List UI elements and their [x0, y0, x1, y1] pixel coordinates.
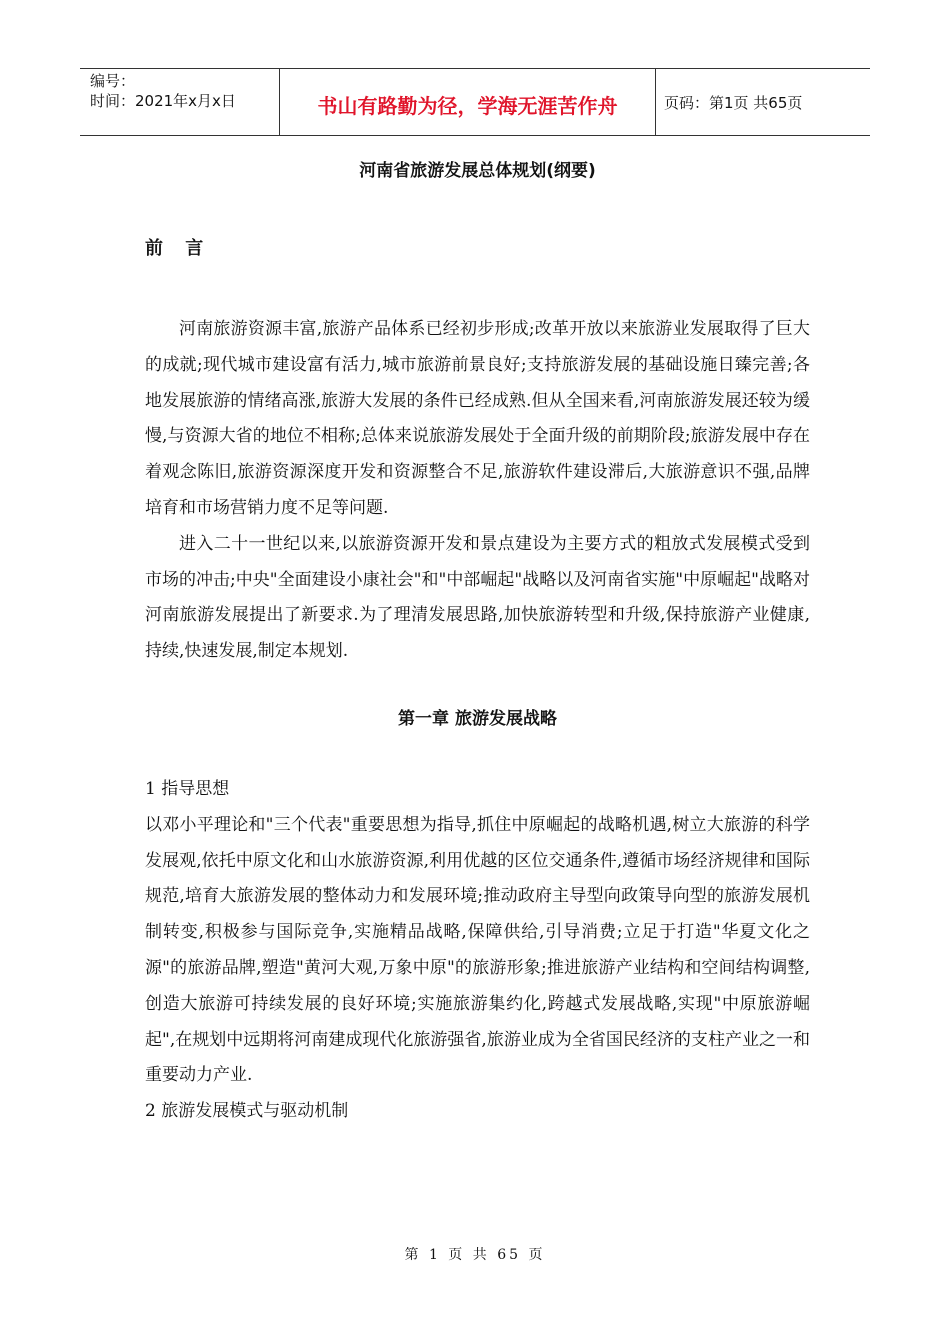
section-1-paragraph: 以邓小平理论和"三个代表"重要思想为指导,抓住中原崛起的战略机遇,树立大旅游的科学发展观,依托中原文化和山水旅游资源,利用优越的区位交通条件,遵循市场经济规律和国际规范,培育大旅游发展的整体动力和发展环境;推动政府主导型向政策导向型的旅游发展机制转变,积极参与国际竞争,实施精品战略,保障供给,引导消费;立足于打造"华夏文化之源"的旅游品牌,塑造"黄河大观,万象中原"的旅游形象;推进旅游产业结构和空间结构调整,创造大旅游可持续发展的良好环境;实施旅游集约化,跨越式发展战略,实现"中原旅游崛起",在规划中远期将河南建成现代化旅游强省,旅游业成为全省国民经济的支柱产业之一和重要动力产业.	[145, 814, 810, 1086]
section-2-heading: 2 旅游发展模式与驱动机制	[145, 1101, 349, 1122]
page-header	[80, 68, 870, 136]
document-body	[145, 150, 810, 1130]
time-label: 时间：2021年x月x日	[90, 92, 236, 110]
header-page-info: 页码：第1页 共65页	[664, 93, 803, 112]
document-title: 河南省旅游发展总体规划(纲要)	[359, 161, 596, 181]
page-footer: 第 1 页 共 65 页	[404, 1247, 546, 1263]
preface-heading: 前 言	[145, 238, 212, 259]
chapter-heading: 第一章 旅游发展战略	[398, 708, 557, 729]
header-motto: 书山有路勤为径，学海无涯苦作舟	[280, 69, 656, 135]
preface-paragraph-1: 河南旅游资源丰富,旅游产品体系已经初步形成;改革开放以来旅游业发展取得了巨大的成就;现代城市建设富有活力,城市旅游前景良好;支持旅游发展的基础设施日臻完善;各地发展旅游的情绪高涨,旅游大发展的条件已经成熟.但从全国来看,河南旅游发展还较为缓慢,与资源大省的地位不相称;总体来说旅游发展处于全面升级的前期阶段;旅游发展中存在着观念陈旧,旅游资源深度开发和资源整合不足,旅游软件建设滞后,大旅游意识不强,品牌培育和市场营销力度不足等问题.	[145, 319, 810, 518]
section-1-heading: 1 指导思想	[145, 778, 230, 799]
header-meta	[80, 69, 280, 135]
number-label: 编号：	[90, 72, 136, 90]
preface-paragraph-2: 进入二十一世纪以来,以旅游资源开发和景点建设为主要方式的粗放式发展模式受到市场的冲击;中央"全面建设小康社会"和"中部崛起"战略以及河南省实施"中原崛起"战略对河南旅游发展提出了新要求.为了理清发展思路,加快旅游转型和升级,保持旅游产业健康,持续,快速发展,制定本规划.	[145, 533, 810, 662]
